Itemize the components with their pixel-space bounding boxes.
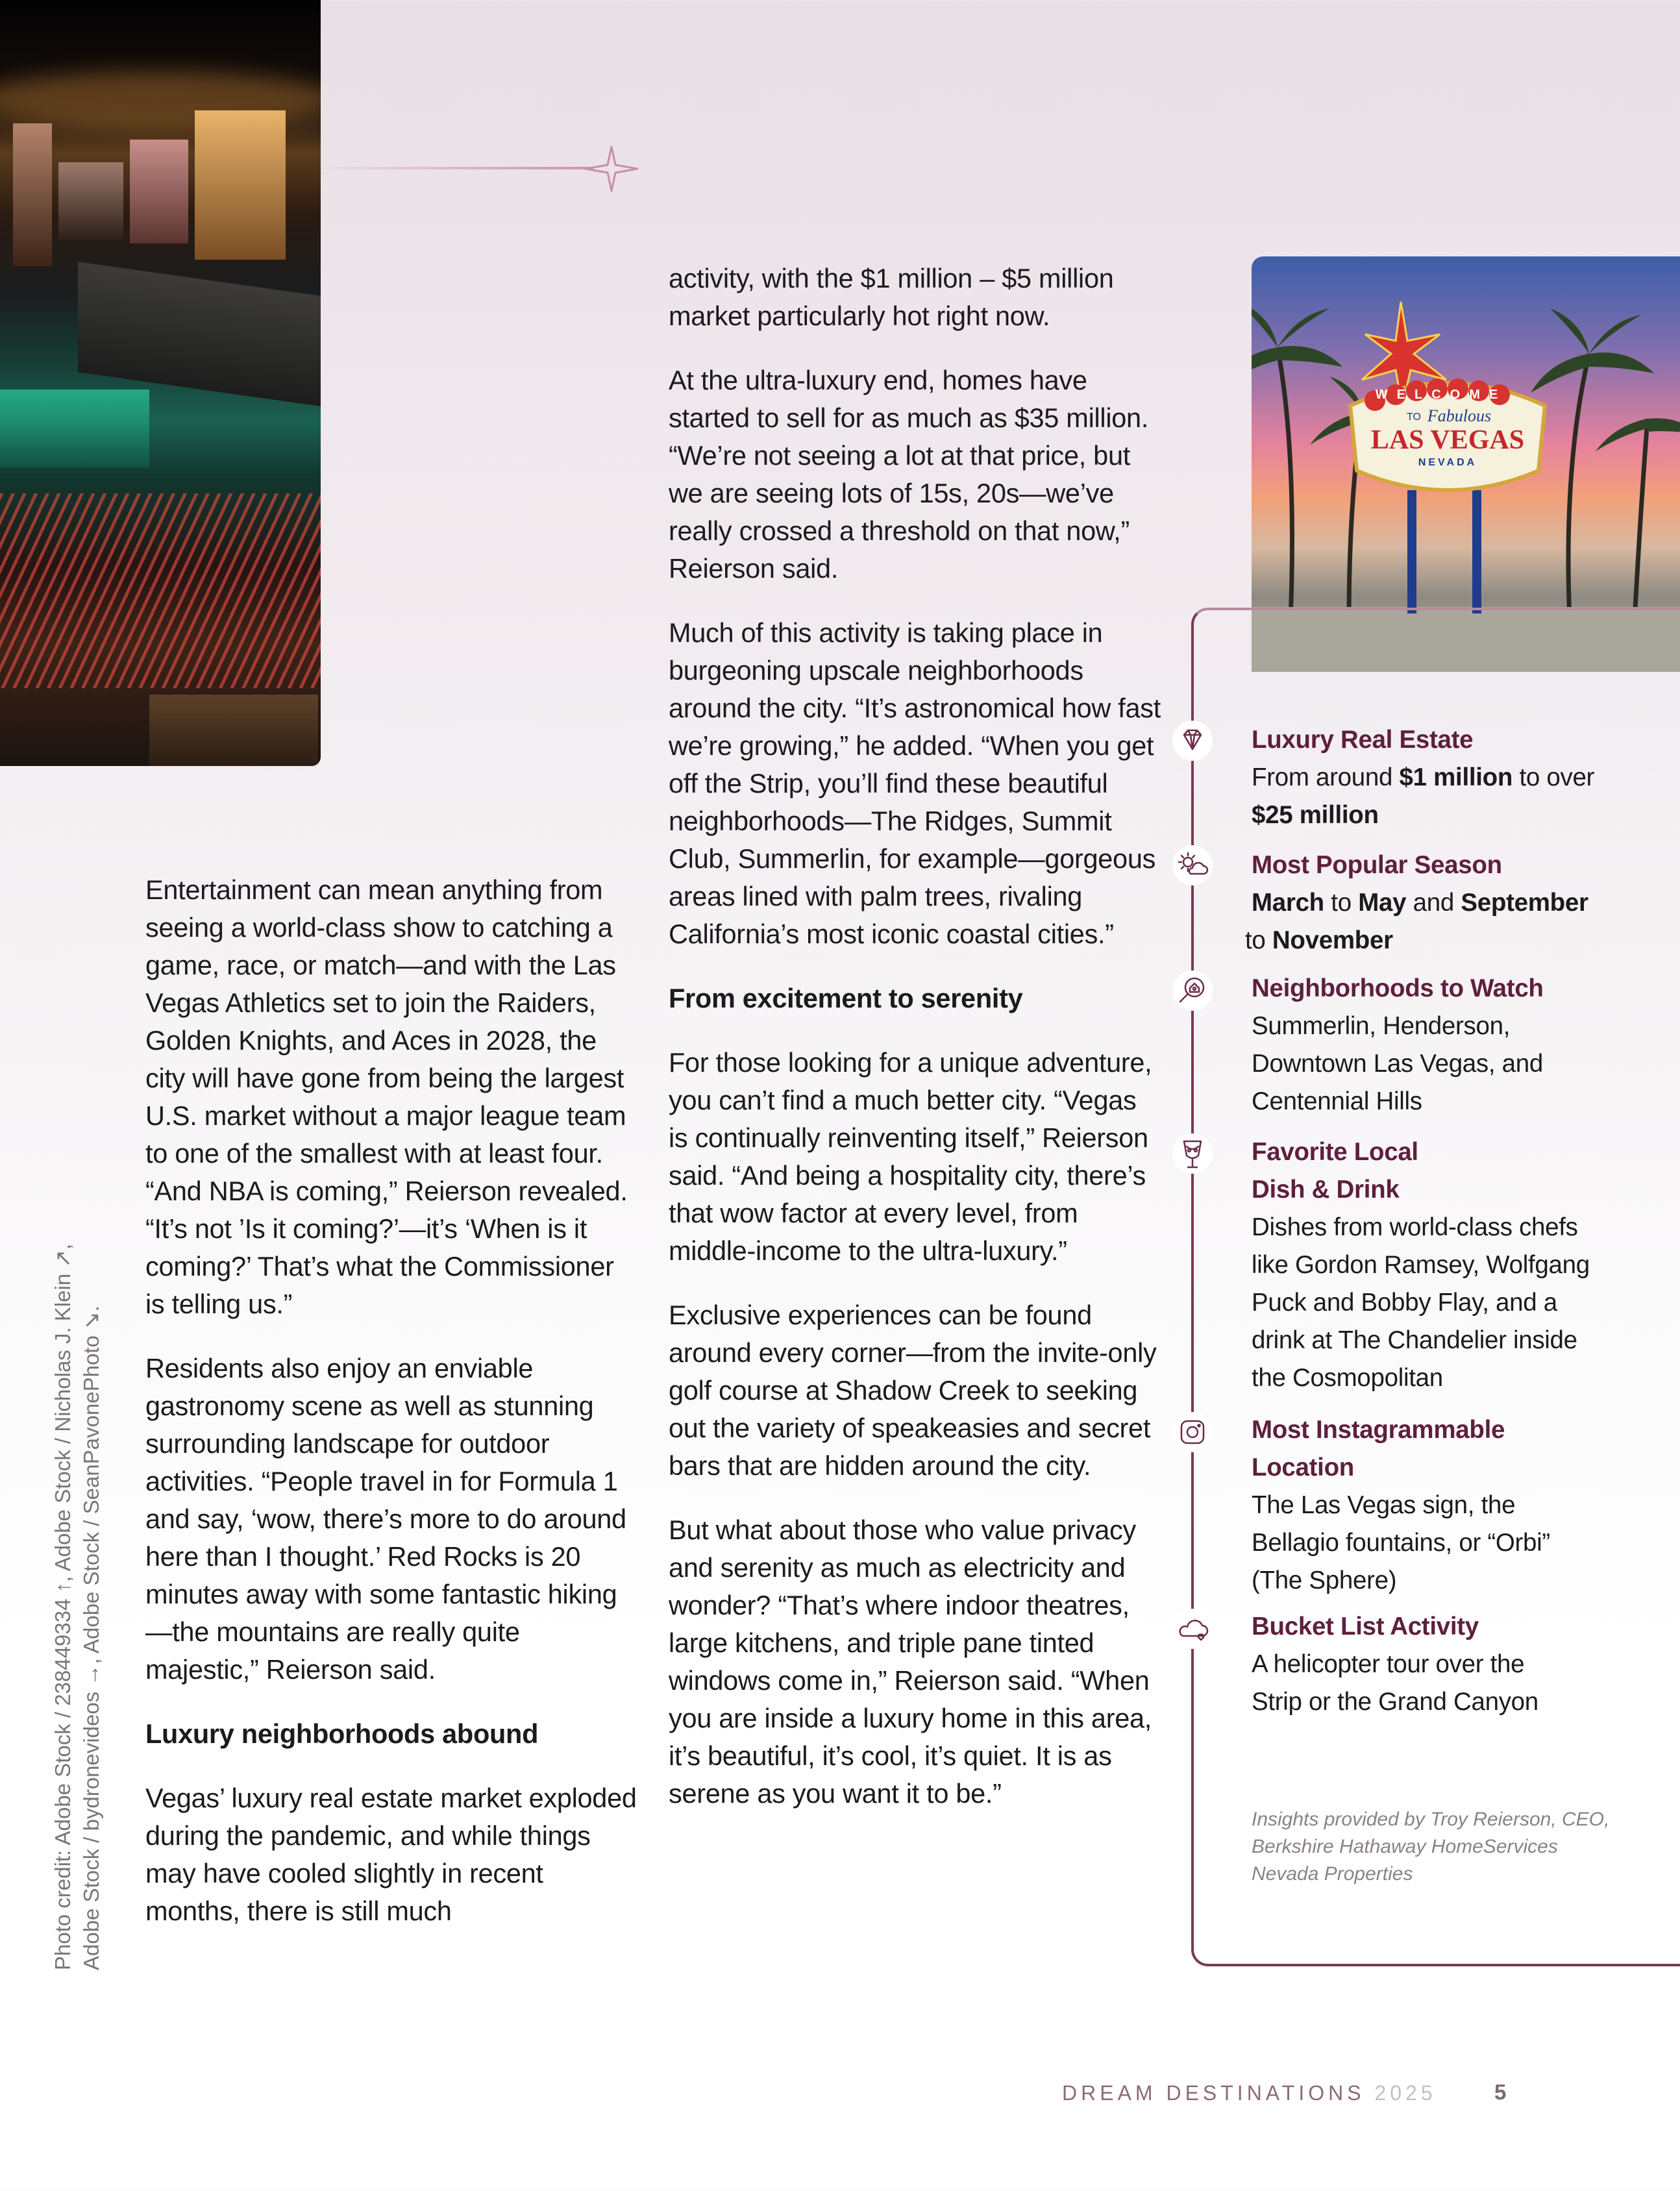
sign-state-text: NEVADA [1418,457,1477,468]
photo-credit-line-2: Adobe Stock / bydronevideos →, Adobe Stock / SeanPavonePhoto ↘. [79,1306,103,1970]
info-text: Dishes from world-class chefs like Gordon Ramsey, Wolfgang Puck and Bobby Flay, and a drink at The Chandelier inside the Cosmopolitan [1252,1213,1590,1392]
info-title: Luxury Real Estate [1252,726,1474,754]
aerial-night-photo [0,0,321,766]
publication-year: 2025 [1374,2081,1437,2105]
info-text: The Las Vegas sign, the Bellagio fountains, or “Orbi” (The Sphere) [1252,1491,1550,1594]
sun-cloud-icon [1172,845,1213,885]
photo-credit [49,1191,106,1970]
decorative-connector-line [321,167,593,169]
paragraph: At the ultra-luxury end, homes have started to sell for as much as $35 million. “We’re not seeing a lot at that price, but we are seeing lots of 15s, 20s—we’ve really crossed a threshold on that now,” Reierson said. [669,365,1149,584]
welcome-sign [1344,367,1551,497]
info-title: Bucket List Activity [1252,1613,1479,1640]
paragraph: For those looking for a unique adventure, you can’t find a much better city. “Vegas is continually reinventing itself,” Reierson said. “And being a hospitality city, there’s that wow factor at every level, from middle-income to the ultra-luxury.” [669,1047,1152,1266]
info-title: Dish & Drink [1252,1176,1400,1204]
sign-to-text: TO [1407,412,1421,423]
info-luxury-real-estate [1252,721,1667,834]
page-number: 5 [1494,2080,1507,2104]
paragraph: Residents also enjoy an enviable gastronomy scene as well as stunning surrounding landscape for outdoor activities. “People travel in for Formula 1 and say, ‘wow, there’s more to do around here than I thought.’ Red Rocks is 20 minutes away with some fantastic hiking—the mountains are really quite majestic,” Reierson said. [145,1353,626,1685]
publication-title: DREAM DESTINATIONS [1062,2081,1365,2105]
instagram-icon [1172,1412,1213,1452]
section-heading: Luxury neighborhoods abound [145,1718,539,1749]
info-dish-drink [1252,1133,1667,1397]
paragraph: Exclusive experiences can be found around every corner—from the invite-only golf course at Shadow Creek to seeking out the variety of speakeasies and secret bars that are hidden around the city. [669,1300,1157,1481]
info-title: Most Instagrammable [1252,1416,1505,1444]
info-title: Favorite Local [1252,1138,1418,1166]
info-neighborhoods [1252,970,1667,1120]
footer-publication [1062,2081,1437,2105]
paragraph: Entertainment can mean anything from seeing a world-class show to catching a game, race, or match—and with the Las Vegas Athletics set to join the Raiders, Golden Knights, and Aces in 2028, the city will have gone from being the largest U.S. market without a major league team to one of the smallest with at least four. “And NBA is coming,” Reierson revealed. “It’s not ’Is it coming?’—it’s ‘When is it coming?’ That’s what the Commissioner is telling us.” [145,874,628,1319]
paragraph: activity, with the $1 million – $5 million market particularly hot right now. [669,263,1114,331]
insights-credit: Insights provided by Troy Reierson, CEO, Berkshire Hathaway HomeServices Nevada Properties [1252,1809,1610,1885]
home-search-icon [1172,971,1213,1011]
info-text: From around $1 million to over $25 million [1252,763,1595,829]
sign-city-text: LAS VEGAS [1370,425,1525,455]
sign-welcome-text: WELCOME [1375,388,1507,402]
paragraph: But what about those who value privacy and serenity as much as electricity and wonder? “That’s where indoor theatres, large kitchens, and triple pane tinted windows come in,” Reierson said. “When you are inside a luxury home in this area, it’s beautiful, it’s cool, it’s quiet. It is as serene as you want it to be.” [669,1515,1152,1809]
sign-fabulous-text: Fabulous [1427,406,1492,425]
info-text: Summerlin, Henderson, Downtown Las Vegas, and Centennial Hills [1252,1012,1543,1115]
photo-credit-line-1: Photo credit: Adobe Stock / 238449334 ↑, Adobe Stock / Nicholas J. Klein ↗, [51,1243,75,1970]
chef-drink-icon [1172,1133,1213,1174]
info-title: Neighborhoods to Watch [1252,974,1544,1002]
article-column-2 [669,260,1162,1839]
paragraph: Vegas’ luxury real estate market exploded during the pandemic, and while things may have cooled slightly in recent months, there is still much [145,1783,637,1926]
info-text: A helicopter tour over the Strip or the Grand Canyon [1252,1650,1538,1716]
info-instagrammable [1252,1411,1667,1600]
paragraph: Much of this activity is taking place in burgeoning upscale neighborhoods around the city. “It’s astronomical how fast we’re growing,” he added. “When you get off the Strip, you’ll find these beautiful neighborhoods—The Ridges, Summit Club, Summerlin, for example—gorgeous areas lined with palm trees, rivaling California’s most iconic coastal cities.” [669,617,1161,949]
info-popular-season [1245,847,1667,959]
info-text: March to May and September to November [1245,889,1588,954]
sparkle-star-icon [583,144,640,193]
section-heading: From excitement to serenity [669,983,1023,1013]
cloud-heart-icon [1172,1609,1213,1649]
info-bucket-list [1252,1608,1667,1721]
info-title: Most Popular Season [1252,851,1502,879]
info-title: Location [1252,1454,1355,1481]
diamond-icon [1172,721,1213,761]
article-column-1 [145,871,639,1957]
